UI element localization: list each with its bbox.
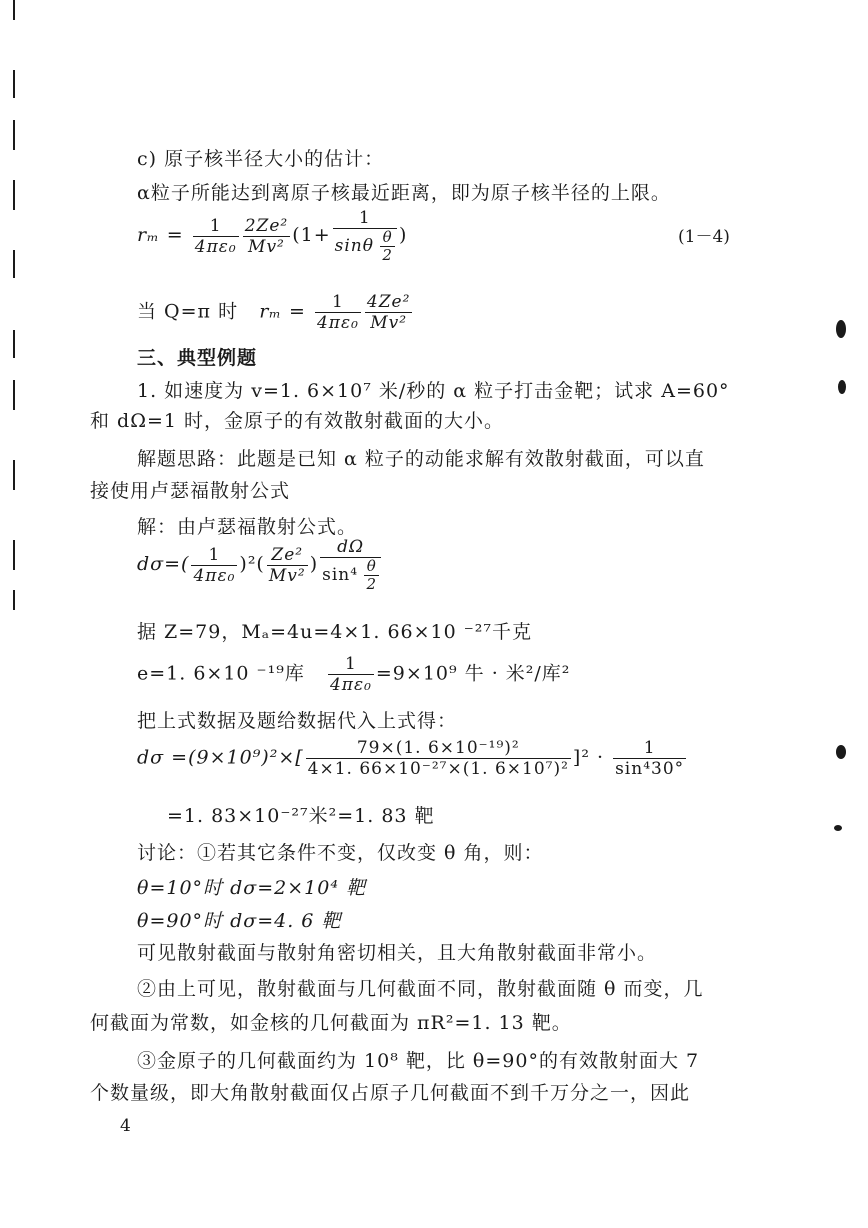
fraction: $\frac{\text{2Ze²}}{\text{Mv²}}$ bbox=[244, 215, 289, 257]
paragraph-line: 把上式数据及题给数据代入上式得： bbox=[137, 710, 458, 732]
paragraph-line: 可见散射截面与散射角密切相关，且大角散射截面非常小。 bbox=[137, 942, 658, 964]
margin-mark bbox=[13, 590, 15, 610]
margin-mark bbox=[13, 0, 15, 20]
paragraph-line: 个数量级，即大角散射截面仅占原子几何截面不到千万分之一，因此 bbox=[90, 1082, 691, 1104]
margin-mark bbox=[13, 380, 15, 410]
margin-mark bbox=[13, 180, 15, 210]
case-line: θ=90°时 dσ=4. 6 靶 bbox=[137, 910, 342, 932]
formula-when: 当 Q=π 时 rₘ = $\frac{1}{\text{4πε₀}}$ $\frac{\text{4Ze²}}{\text{Mv²}}$ bbox=[137, 292, 411, 333]
formula-paren: ) bbox=[398, 224, 408, 246]
formula-dsigma: dσ=( $\frac{1}{\text{4πε₀}}$ )²( $\frac{\text{Ze²}}{\text{Mv²}}$ ) dΩ sin⁴ $\frac{\theta}{2}$ bbox=[137, 537, 383, 593]
margin-mark bbox=[13, 460, 15, 490]
scan-blot bbox=[838, 380, 846, 394]
margin-mark bbox=[13, 120, 15, 150]
scan-blot bbox=[834, 825, 842, 831]
section-title: 三、典型例题 bbox=[137, 347, 258, 369]
formula-calc: dσ =(9×10⁹)²×[ $\frac{\text{79×(1. 6×10⁻¹⁹)²}}{\text{4×1. 66×10⁻²⁷×(1. 6×10⁷)²}}$ ]² · $\frac{1}{\text{sin⁴30°}}$ bbox=[137, 738, 685, 779]
scan-blot bbox=[836, 745, 846, 759]
formula-e: e=1. 6×10 ⁻¹⁹库 $\frac{1}{\text{4πε₀}}$ =9×10⁹ 牛 · 米²/库² bbox=[137, 654, 571, 695]
paragraph-line: 解题思路：此题是已知 α 粒子的动能求解有效散射截面，可以直 bbox=[137, 448, 705, 470]
paragraph-line: 和 dΩ=1 时，金原子的有效散射截面的大小。 bbox=[90, 410, 505, 432]
paragraph-line: ③金原子的几何截面约为 10⁸ 靶，比 θ=90°的有效散射面大 7 bbox=[137, 1050, 700, 1072]
fraction: $\frac{1}{\text{4πε₀}}$ bbox=[194, 215, 237, 257]
formula-lhs: rₘ = bbox=[137, 224, 184, 246]
data-line: 据 Z=79，Mₐ=4u=4×1. 66×10 ⁻²⁷千克 bbox=[137, 621, 533, 643]
case-line: θ=10°时 dσ=2×10⁴ 靶 bbox=[137, 877, 366, 899]
paragraph-line: 何截面为常数，如金核的几何截面为 πR²=1. 13 靶。 bbox=[90, 1012, 572, 1034]
margin-mark bbox=[13, 70, 15, 98]
margin-mark bbox=[13, 540, 15, 570]
paragraph-line: ②由上可见，散射截面与几何截面不同，散射截面随 θ 而变，几 bbox=[137, 978, 704, 1000]
fraction: 1 sinθ $\frac{\theta}{2}$ bbox=[333, 208, 397, 264]
formula-rm bbox=[137, 208, 407, 264]
formula-paren: (1+ bbox=[292, 224, 331, 246]
margin-mark bbox=[13, 330, 15, 358]
paragraph-line: 接使用卢瑟福散射公式 bbox=[90, 480, 291, 502]
page-number: 4 bbox=[120, 1116, 132, 1136]
section-c-heading: c) 原子核半径大小的估计： bbox=[137, 148, 385, 170]
scan-blot bbox=[836, 320, 846, 338]
paragraph-line: 解：由卢瑟福散射公式。 bbox=[137, 516, 358, 538]
paragraph-line: 1. 如速度为 v=1. 6×10⁷ 米/秒的 α 粒子打击金靶；试求 A=60° bbox=[137, 380, 730, 402]
result-line: =1. 83×10⁻²⁷米²=1. 83 靶 bbox=[167, 805, 435, 827]
paragraph-line: α粒子所能达到离原子核最近距离，即为原子核半径的上限。 bbox=[137, 182, 671, 204]
equation-number: (1－4) bbox=[678, 227, 730, 247]
paragraph-line: 讨论：①若其它条件不变，仅改变 θ 角，则： bbox=[137, 842, 544, 864]
margin-mark bbox=[13, 250, 15, 278]
